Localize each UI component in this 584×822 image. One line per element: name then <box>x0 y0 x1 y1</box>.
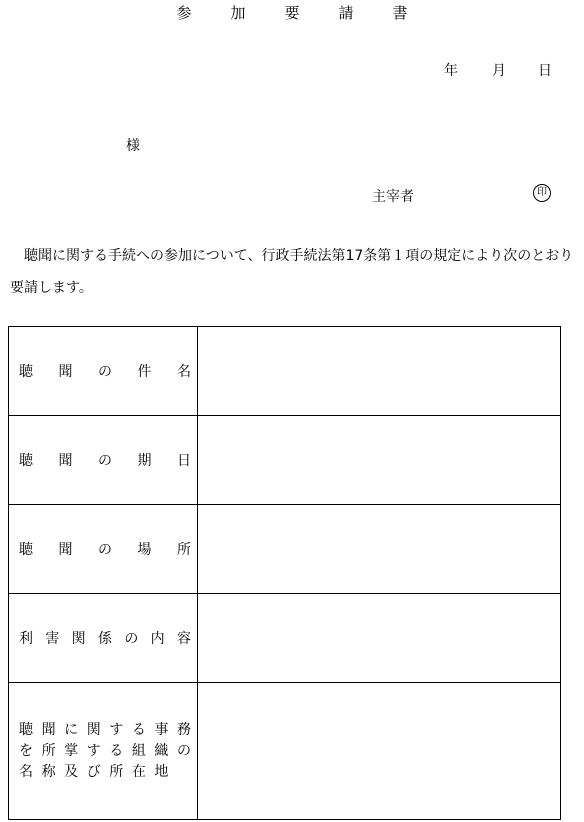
label-char: 組 <box>131 742 146 759</box>
label-char: 期 <box>137 453 152 469</box>
label-char: の <box>176 742 191 759</box>
label-char: 聴 <box>19 364 33 380</box>
label-char: 容 <box>176 631 191 647</box>
addressee-suffix: 様 <box>126 138 140 154</box>
label-line <box>9 741 197 762</box>
title-char: 要 <box>284 4 300 22</box>
label-char: び <box>86 763 101 780</box>
label-line <box>9 762 197 783</box>
label-char: 名 <box>177 364 191 380</box>
document-title <box>0 2 584 23</box>
title-char: 請 <box>338 4 354 22</box>
label-char: 地 <box>154 763 169 780</box>
label-char: す <box>86 742 101 759</box>
label-char: 聞 <box>58 364 73 380</box>
form-row-label <box>9 683 198 820</box>
label-char: 聴 <box>19 721 33 738</box>
label-char: 所 <box>177 542 191 558</box>
label-char: の <box>124 631 139 647</box>
form-row-value[interactable] <box>198 327 561 416</box>
label-pad <box>177 762 191 783</box>
date-month-label: 月 <box>492 63 506 79</box>
label-char: 場 <box>137 542 152 558</box>
label-char: る <box>109 742 124 759</box>
label-char: 内 <box>150 631 165 647</box>
form-row-label <box>9 327 198 416</box>
label-char: の <box>98 364 112 380</box>
title-char: 加 <box>230 4 246 22</box>
label-char: 及 <box>64 763 79 780</box>
label-char: 名 <box>19 763 33 780</box>
organizer-label: 主宰者 <box>372 189 414 205</box>
title-char: 参 <box>176 4 192 22</box>
label-char: 称 <box>41 763 56 780</box>
label-char: 所 <box>109 763 124 780</box>
label-char: 聴 <box>19 542 33 558</box>
label-char: 利 <box>19 631 33 647</box>
label-char: 在 <box>131 763 146 780</box>
label-line <box>9 539 197 559</box>
form-row-value[interactable] <box>198 416 561 505</box>
label-char: 日 <box>177 453 191 469</box>
label-char: す <box>109 721 124 738</box>
label-char: る <box>131 721 146 738</box>
label-char: 関 <box>71 631 86 647</box>
label-char: に <box>64 721 79 738</box>
label-char: を <box>19 742 33 759</box>
form-row <box>9 594 561 683</box>
label-char: 件 <box>137 364 152 380</box>
form-row-label <box>9 594 198 683</box>
form-row <box>9 416 561 505</box>
label-char: 聞 <box>58 542 73 558</box>
form-row-label <box>9 505 198 594</box>
seal-mark: 印 <box>533 184 551 202</box>
date-year-label: 年 <box>444 63 458 79</box>
form-row <box>9 683 561 820</box>
date-day-label: 日 <box>538 63 552 79</box>
label-line <box>9 450 197 470</box>
label-char: 聞 <box>41 721 56 738</box>
form-row <box>9 505 561 594</box>
label-char: 織 <box>154 742 169 759</box>
form-row-value[interactable] <box>198 594 561 683</box>
label-char: の <box>98 453 112 469</box>
label-char: 害 <box>45 631 60 647</box>
date-line <box>444 60 552 80</box>
form-row-label <box>9 416 198 505</box>
label-char: 聴 <box>19 453 33 469</box>
label-line <box>9 361 197 381</box>
form-row <box>9 327 561 416</box>
label-char: の <box>98 542 112 558</box>
label-char: 係 <box>97 631 112 647</box>
label-char: 事 <box>154 721 169 738</box>
label-line <box>9 628 197 648</box>
label-char: 掌 <box>64 742 79 759</box>
label-char: 務 <box>176 721 191 738</box>
label-line <box>9 720 197 741</box>
label-char: 聞 <box>58 453 73 469</box>
form-row-value[interactable] <box>198 505 561 594</box>
request-body-text: 聴聞に関する手続への参加について、行政手続法第17条第１項の規定により次のとおり要請します。 <box>10 248 574 296</box>
form-row-value[interactable] <box>198 683 561 820</box>
request-form-table <box>8 326 561 820</box>
title-char: 書 <box>392 4 408 22</box>
label-char: 関 <box>86 721 101 738</box>
label-char: 所 <box>41 742 56 759</box>
